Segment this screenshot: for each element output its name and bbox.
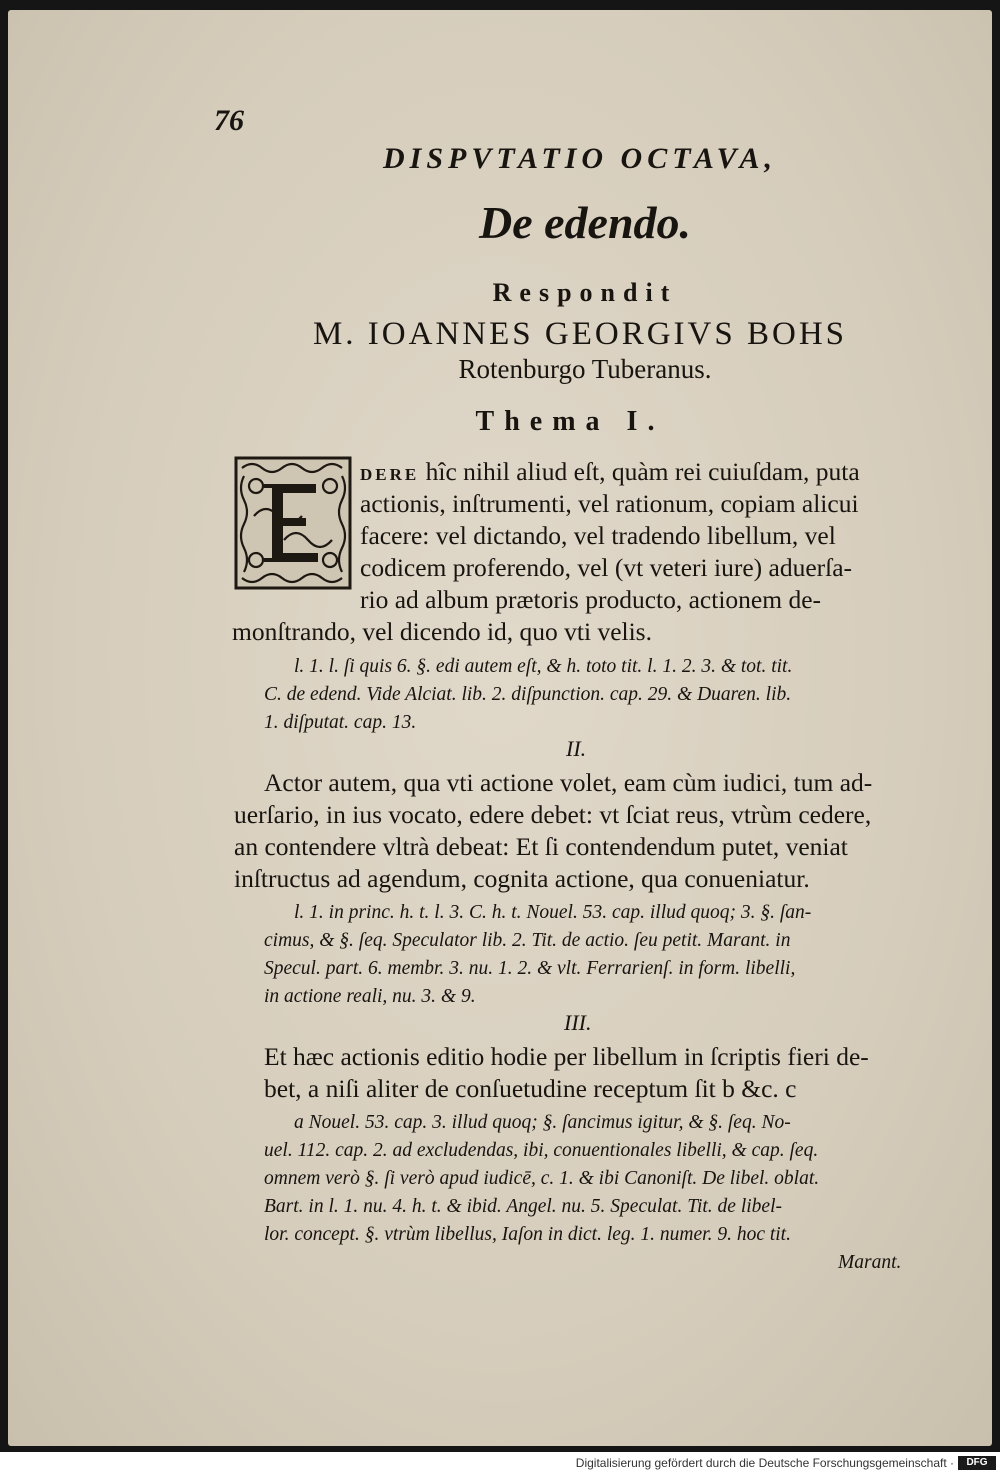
- citation-line: lor. concept. §. vtrùm libellus, Iaſon in dict. leg. 1. numer. 9. hoc tit.: [264, 1224, 791, 1245]
- text-line: rio ad album prætoris producto, actionem de-: [360, 585, 822, 614]
- text-line-content: hîc nihil aliud eſt, quàm rei cuiuſdam, puta: [425, 457, 860, 486]
- text-line: actionis, inſtrumenti, vel rationum, copiam alicui: [360, 489, 859, 518]
- citation-line: Specul. part. 6. membr. 3. nu. 1. 2. & vlt. Ferrarienſ. in form. libelli,: [264, 958, 796, 979]
- citation-line: omnem verò §. ſi verò apud iudicē, c. 1. & ibi Canoniſt. De libel. oblat.: [264, 1168, 820, 1189]
- citation-line: C. de edend. Vide Alciat. lib. 2. diſpunction. cap. 29. & Duaren. lib.: [264, 684, 792, 705]
- citation-line: uel. 112. cap. 2. ad excludendas, ibi, conuentionales libelli, & cap. ſeq.: [264, 1140, 819, 1161]
- citation-line: a Nouel. 53. cap. 3. illud quoq; §. ſancimus igitur, & §. ſeq. No-: [294, 1112, 791, 1133]
- citation-line: l. 1. l. ſi quis 6. §. edi autem eſt, & h. toto tit. l. 1. 2. 3. & tot. tit.: [294, 656, 793, 677]
- text-line: Actor autem, qua vti actione volet, eam cùm iudici, tum ad-: [264, 768, 873, 797]
- page-title: De edendo.: [478, 197, 692, 248]
- text-line: monſtrando, vel dicendo id, quo vti velis.: [232, 617, 652, 646]
- catchword: Marant.: [838, 1252, 902, 1273]
- respondent-name: M. IOANNES GEORGIVS BOHS: [312, 316, 848, 352]
- citation-line: cimus, & §. ſeq. Speculator lib. 2. Tit. de actio. ſeu petit. Marant. in: [264, 930, 791, 951]
- section-numeral: III.: [564, 1010, 592, 1035]
- text-line: facere: vel dictando, vel tradendo libellum, vel: [360, 521, 836, 550]
- citation-line: l. 1. in princ. h. t. l. 3. C. h. t. Nouel. 53. cap. illud quoq; 3. §. ſan-: [294, 902, 812, 923]
- book-page: [8, 10, 992, 1446]
- text-line: Et hæc actionis editio hodie per libellum in ſcriptis fieri de-: [264, 1042, 869, 1071]
- citation-line: 1. diſputat. cap. 13.: [264, 712, 417, 733]
- citation-line: in actione reali, nu. 3. & 9.: [264, 986, 476, 1007]
- digitization-credit: Digitalisierung gefördert durch die Deutsche Forschungsgemeinschaft ·: [575, 1456, 954, 1470]
- text-line: [360, 459, 860, 485]
- text-line: bet, a niſi aliter de conſuetudine receptum ſit b &c. c: [264, 1074, 797, 1103]
- text-line: inſtructus ad agendum, cognita actione, qua conueniatur.: [234, 864, 810, 893]
- text-line: uerſario, in ius vocato, edere debet: vt ſciat reus, vtrùm cedere,: [234, 800, 872, 829]
- decorated-initial-e-icon: [234, 456, 352, 590]
- section-numeral: II.: [566, 736, 587, 761]
- citation-line: Bart. in l. 1. nu. 4. h. t. & ibid. Angel. nu. 5. Speculat. Tit. de libel-: [264, 1196, 782, 1217]
- dfg-logo: DFG: [958, 1456, 996, 1470]
- respondit-label: Respondit: [492, 278, 678, 307]
- page-number: 76: [214, 104, 244, 137]
- first-word: DERE: [360, 465, 420, 484]
- text-line: an contendere vltrà debeat: Et ſi contendendum putet, veniat: [234, 832, 848, 861]
- thema-heading: Thema I.: [475, 406, 665, 437]
- respondent-origin: Rotenburgo Tuberanus.: [458, 354, 712, 384]
- running-head: DISPVTATIO OCTAVA,: [383, 142, 777, 175]
- text-line: codicem proferendo, vel (vt veteri iure) aduerſa-: [360, 553, 853, 582]
